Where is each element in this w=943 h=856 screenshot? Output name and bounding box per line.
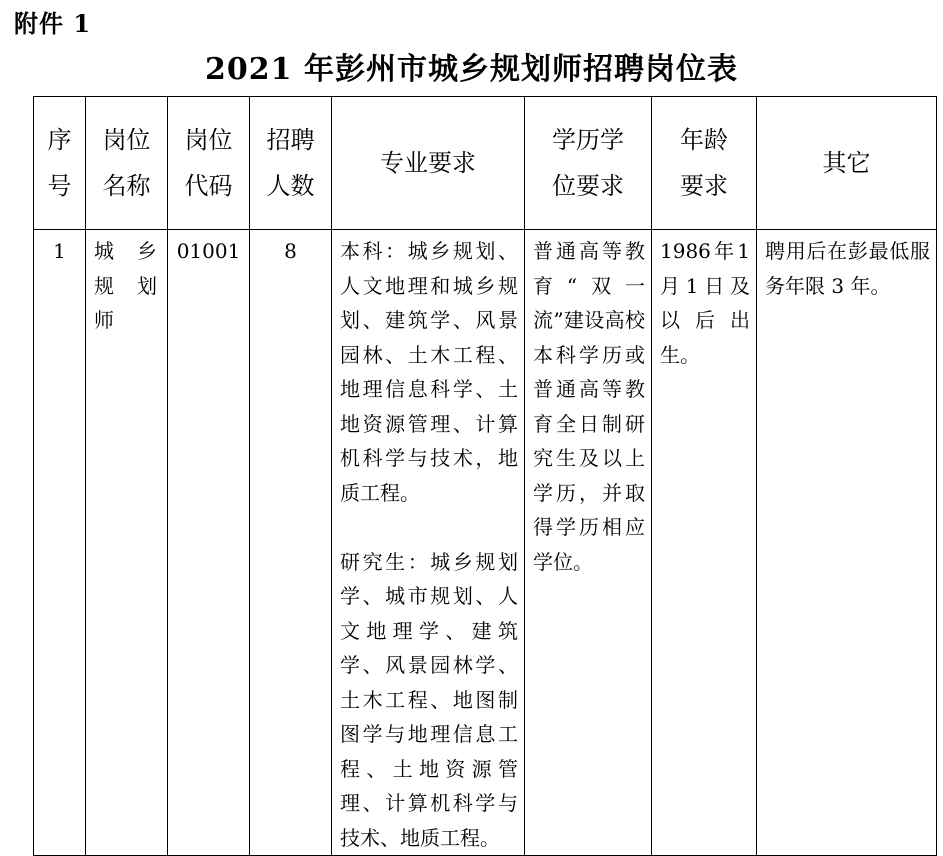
table-header-row	[34, 97, 937, 230]
recruitment-table	[33, 96, 937, 856]
header-headcount: 招聘 人数	[250, 97, 332, 230]
header-age: 年龄 要求	[652, 97, 757, 230]
table-row	[34, 230, 937, 856]
attachment-label: 附件 1	[14, 9, 92, 38]
cell-education: 普通高等教育“双一流”建设高校本科学历或普通高等教育全日制研究生及以上学历，并取得学历相应学位。	[525, 230, 652, 856]
major-postgrad: 研究生：城乡规划学、城市规划、人文地理学、建筑学、风景园林学、土木工程、地图制图学与地理信息工程、土地资源管理、计算机科学与技术、地质工程。	[340, 549, 518, 850]
cell-post-name: 城乡规划师	[86, 230, 168, 856]
header-post-code: 岗位 代码	[168, 97, 250, 230]
header-education: 学历学 位要求	[525, 97, 652, 230]
header-post-name: 岗位 名称	[86, 97, 168, 230]
cell-post-code: 01001	[168, 230, 250, 856]
header-other: 其它	[757, 97, 937, 230]
cell-seq: 1	[34, 230, 86, 856]
major-undergrad: 本科：城乡规划、人文地理和城乡规划、建筑学、风景园林、土木工程、地理信息科学、土地资源管理、计算机科学与技术，地质工程。	[340, 239, 518, 505]
document-title: 2021 年彭州市城乡规划师招聘岗位表	[205, 52, 738, 87]
paragraph-gap	[340, 510, 518, 545]
header-major: 专业要求	[332, 97, 525, 230]
cell-headcount: 8	[250, 230, 332, 856]
header-seq: 序 号	[34, 97, 86, 230]
cell-age: 1986年1月1日及以后出生。	[652, 230, 757, 856]
cell-major	[332, 230, 525, 856]
cell-other: 聘用后在彭最低服务年限 3 年。	[757, 230, 937, 856]
